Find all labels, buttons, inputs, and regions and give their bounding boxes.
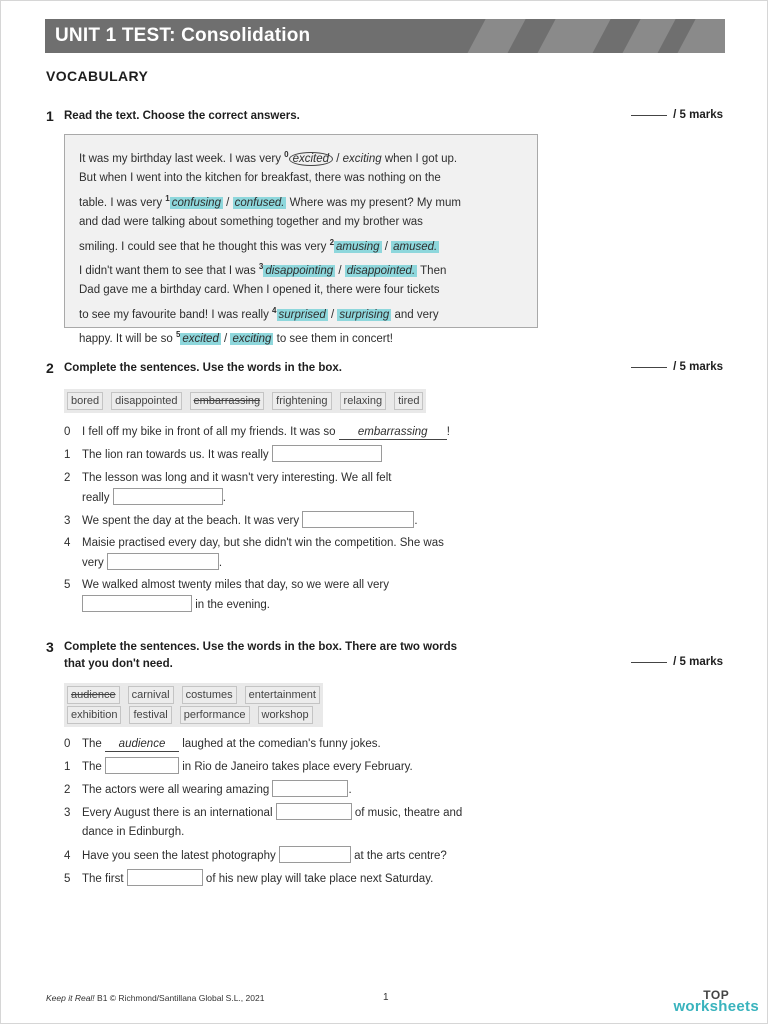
word-chip: relaxing <box>340 392 387 410</box>
answer-input[interactable] <box>279 846 351 863</box>
q2-sentence-2: 2 The lesson was long and it wasn't very interesting. We all felt really . <box>64 472 392 504</box>
word-chip: disappointed <box>111 392 181 410</box>
option-highlighted[interactable]: excited <box>182 333 219 346</box>
marks-blank[interactable] <box>631 115 667 116</box>
option-highlighted[interactable]: surprising <box>339 308 390 321</box>
answer-input[interactable] <box>272 445 382 462</box>
option-highlighted[interactable]: exciting <box>232 333 272 346</box>
word-chip: festival <box>129 706 171 724</box>
text-line-6: Dad gave me a birthday card. When I opened it, there were four tickets <box>79 284 440 297</box>
word-box-q3 <box>64 683 323 727</box>
text-line-0: It was my birthday last week. I was very $^0$ excited / exciting when I got up. <box>79 150 458 165</box>
word-chip: carnival <box>128 686 174 704</box>
word-chip-used: audience <box>67 686 120 704</box>
word-chip: performance <box>180 706 250 724</box>
q2-sentence-5: 5 We walked almost twenty miles that day, so we were all very in the evening. <box>64 579 389 611</box>
text-line-2: table. I was very $^1$ confusing / confused. Where was my present? My mum <box>79 193 461 209</box>
option-highlighted[interactable]: amused. <box>393 240 438 253</box>
example-answer: audience <box>105 737 179 752</box>
q3-sentence-5: 5 The first of his new play will take place next Saturday. <box>64 869 433 889</box>
question-1-number: 1 <box>46 108 54 124</box>
page-number: 1 <box>383 992 389 1003</box>
word-box-q2 <box>64 389 426 413</box>
question-3-marks: / 5 marks <box>631 656 723 668</box>
option-highlighted[interactable]: amusing <box>336 240 380 253</box>
section-heading: VOCABULARY <box>46 68 149 84</box>
title-banner <box>45 19 725 53</box>
option-highlighted[interactable]: disappointing <box>265 265 334 278</box>
marks-blank[interactable] <box>631 662 667 663</box>
q2-sentence-4: 4 Maisie practised every day, but she didn't win the competition. She was very . <box>64 537 444 569</box>
text-line-4: smiling. I could see that he thought this was very $^2$ amusing / amused. <box>79 237 438 253</box>
footer-copyright: Keep it Real! B1 © Richmond/Santillana Global S.L., 2021 <box>46 993 265 1003</box>
marks-blank[interactable] <box>631 367 667 368</box>
answer-input[interactable] <box>272 780 348 797</box>
question-3-instruction: Complete the sentences. Use the words in the box. There are two words that you don't need. <box>64 641 458 670</box>
question-3-number: 3 <box>46 639 54 655</box>
option[interactable]: exciting <box>342 153 382 165</box>
question-2-instruction: Complete the sentences. Use the words in the box. <box>64 362 342 374</box>
answer-input[interactable] <box>113 488 223 505</box>
answer-input[interactable] <box>107 553 219 570</box>
answer-input[interactable] <box>276 803 352 820</box>
text-line-7: to see my favourite band! I was really $^4$ surprised / surprising and very <box>79 305 439 321</box>
q2-sentence-3: 3 We spent the day at the beach. It was very . <box>64 511 418 531</box>
q3-sentence-3: 3 Every August there is an international of music, theatre and dance in Edinburgh. <box>64 803 462 842</box>
option-highlighted[interactable]: confused. <box>234 196 285 209</box>
q3-sentence-2: 2 The actors were all wearing amazing . <box>64 780 352 800</box>
option-highlighted[interactable]: disappointed. <box>346 265 416 278</box>
word-chip: costumes <box>182 686 237 704</box>
text-line-3: and dad were talking about something together and my brother was <box>79 216 423 229</box>
word-chip: entertainment <box>245 686 320 704</box>
text-line-5: I didn't want them to see that I was $^3$ disappointing / disappointed. Then <box>79 262 447 278</box>
reading-text-box <box>64 134 538 346</box>
question-2-number: 2 <box>46 360 54 376</box>
question-1-instruction: Read the text. Choose the correct answers. <box>64 110 300 122</box>
word-chip: exhibition <box>67 706 121 724</box>
option-highlighted[interactable]: surprised <box>278 308 326 321</box>
answer-input[interactable] <box>105 757 179 774</box>
q3-sentence-0: 0 The audience laughed at the comedian's funny jokes. <box>64 738 381 750</box>
word-chip: frightening <box>272 392 331 410</box>
word-chip: bored <box>67 392 103 410</box>
text-line-1: But when I went into the kitchen for breakfast, there was nothing on the <box>79 172 441 185</box>
word-chip-used: embarrassing <box>190 392 265 410</box>
page-title: UNIT 1 TEST: Consolidation <box>55 25 311 46</box>
q3-sentence-1: 1 The in Rio de Janeiro takes place every February. <box>64 757 413 777</box>
answer-input[interactable] <box>127 869 203 886</box>
q2-sentence-1: 1 The lion ran towards us. It was really <box>64 445 382 465</box>
q2-sentence-0: 0 I fell off my bike in front of all my friends. It was so embarrassing ! <box>64 426 450 438</box>
option-highlighted[interactable]: confusing <box>171 196 221 209</box>
option-circled[interactable]: excited <box>289 152 333 166</box>
question-2-marks: / 5 marks <box>631 361 723 373</box>
example-answer: embarrassing <box>339 425 447 440</box>
word-chip: workshop <box>258 706 313 724</box>
text-line-8: happy. It will be so $^5$ excited / exciting to see them in concert! <box>79 330 393 346</box>
answer-input[interactable] <box>82 595 192 612</box>
top-worksheets-logo[interactable]: TOP worksheets <box>673 988 759 1015</box>
answer-input[interactable] <box>302 511 414 528</box>
q3-sentence-4: 4 Have you seen the latest photography at the arts centre? <box>64 846 447 866</box>
question-1-marks: / 5 marks <box>631 109 723 121</box>
word-chip: tired <box>394 392 423 410</box>
